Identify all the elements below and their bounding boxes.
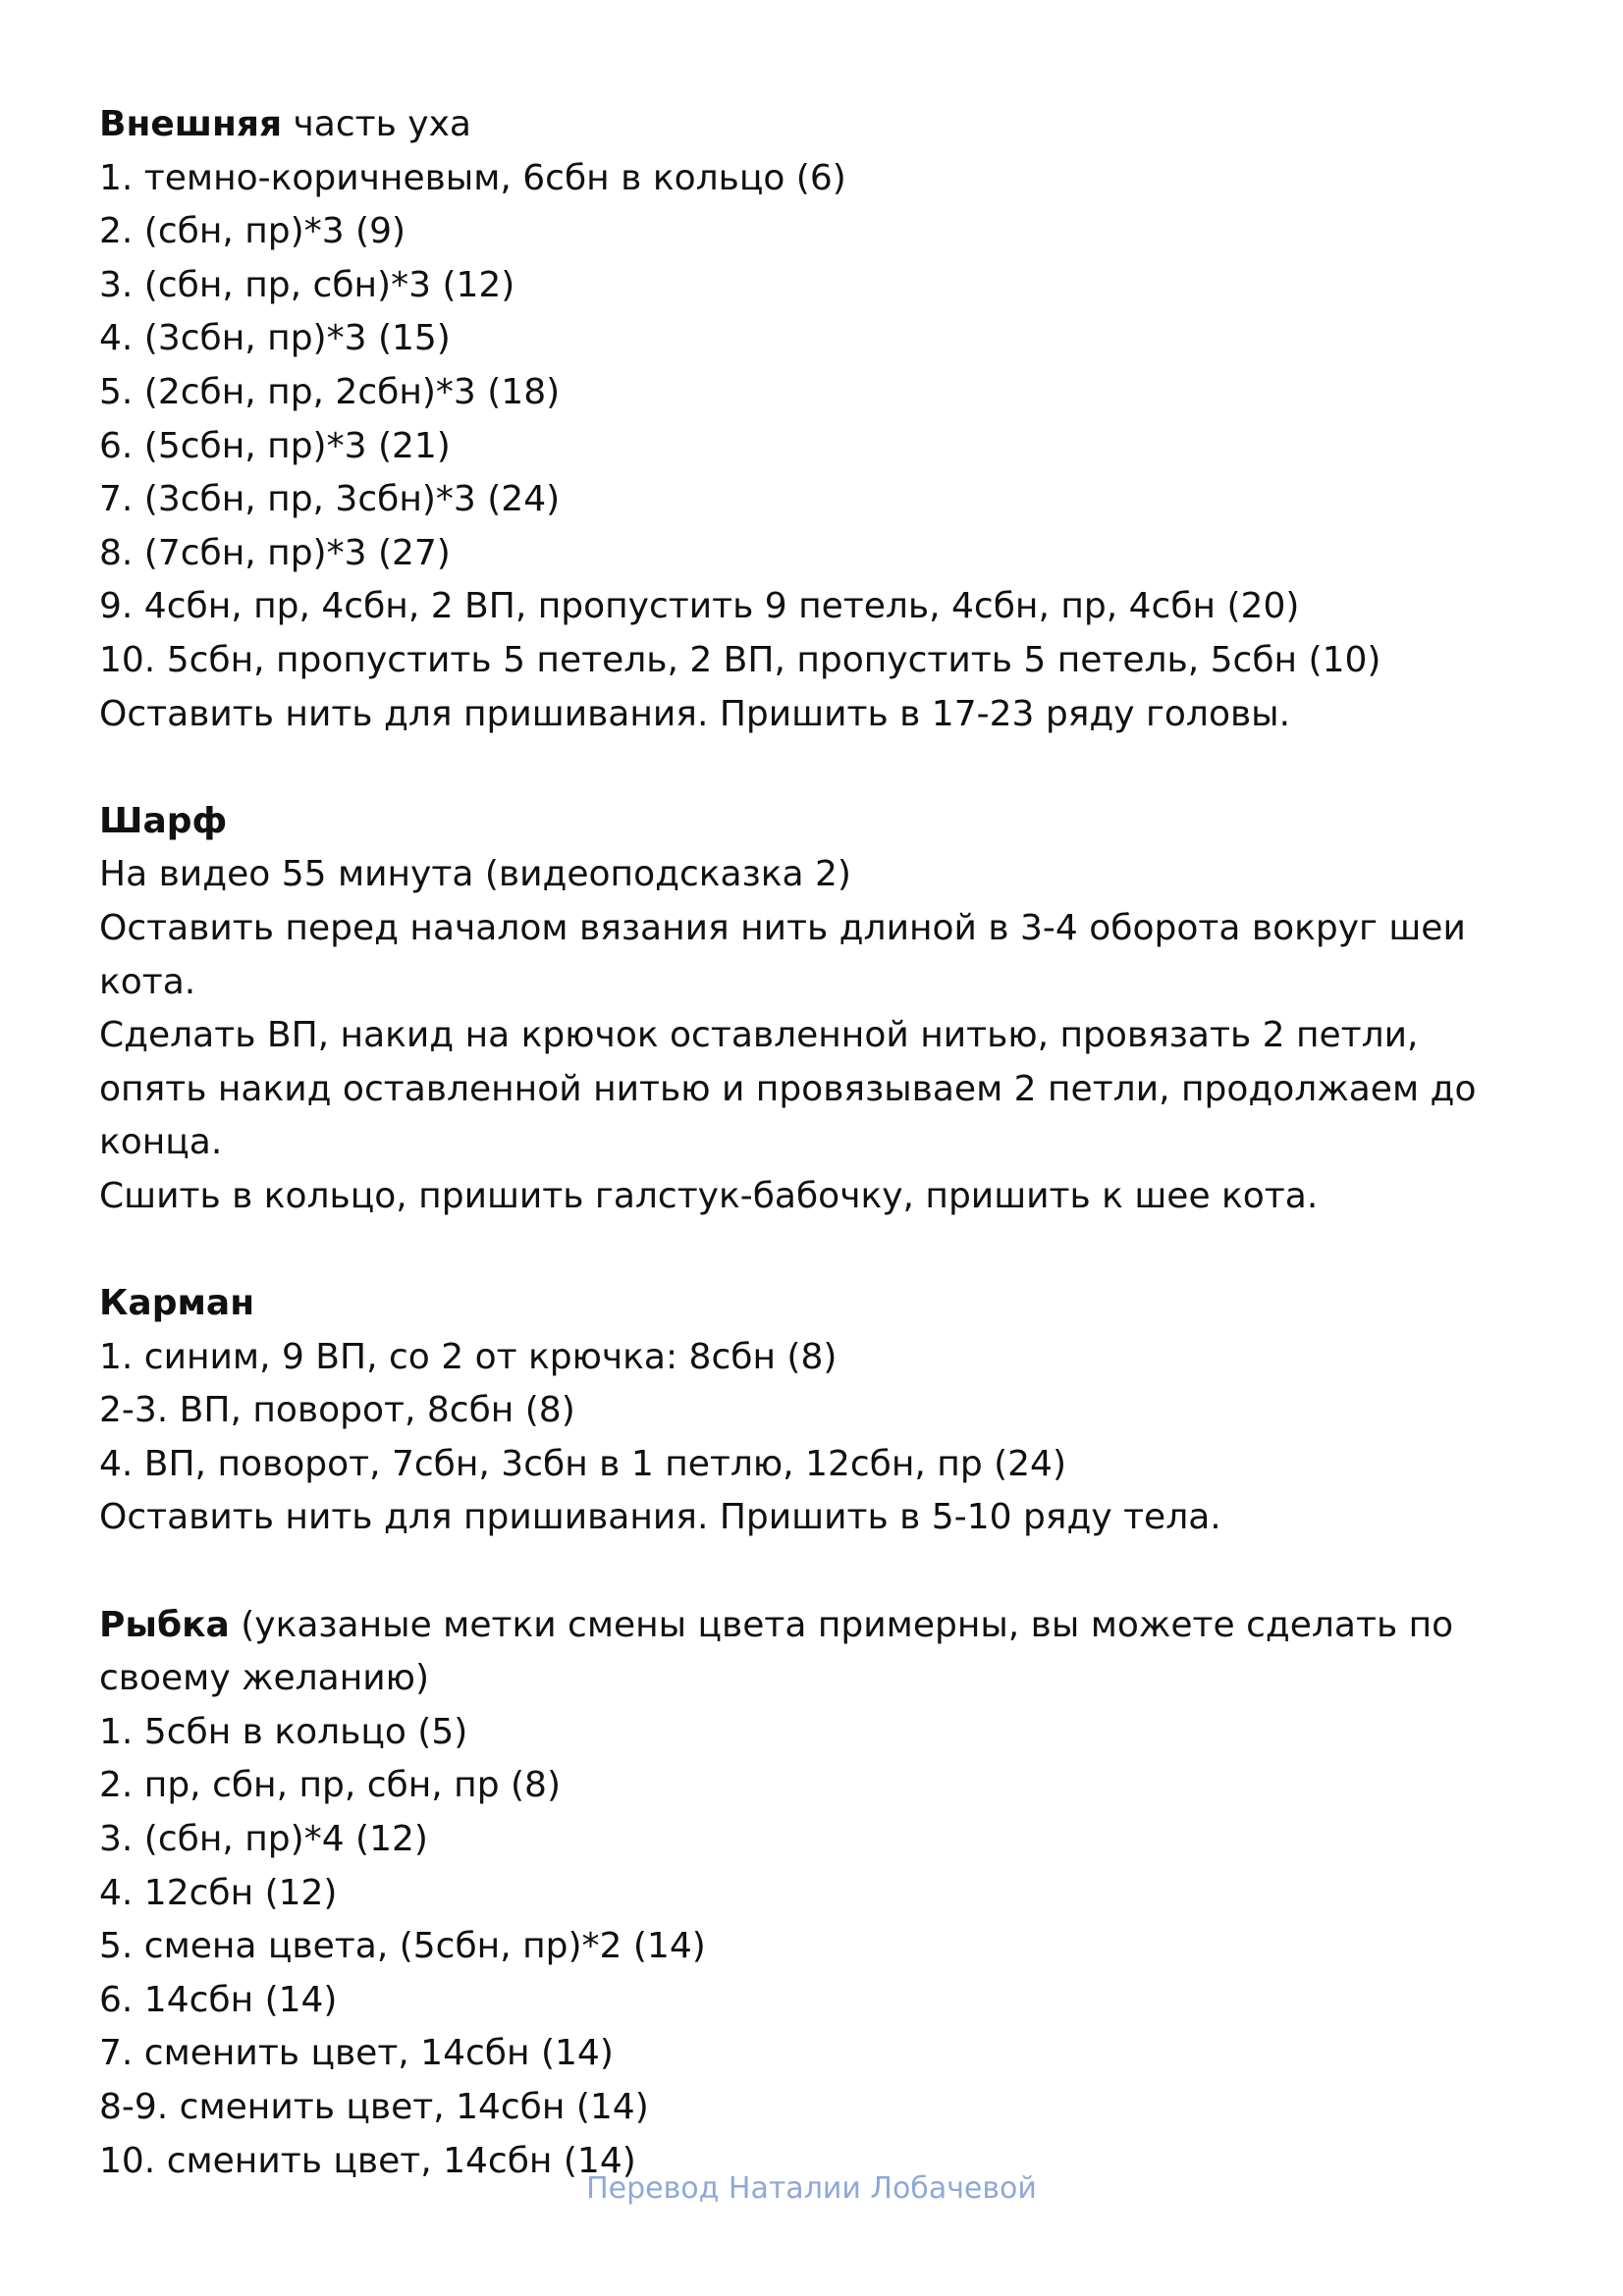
- pattern-row: 1. темно-коричневым, 6сбн в кольцо (6): [99, 157, 846, 198]
- pattern-row: 3. (сбн, пр)*4 (12): [99, 1819, 428, 1859]
- pattern-row: 9. 4сбн, пр, 4сбн, 2 ВП, пропустить 9 петель, 4сбн, пр, 4сбн (20): [99, 586, 1300, 627]
- pattern-note: Сделать ВП, накид на крючок оставленной нитью, провязать 2 петли, опять накид оставленной нитью и провязываем 2 петли, продолжаем до конца.: [99, 1015, 1477, 1163]
- pattern-row: 7. (3сбн, пр, 3сбн)*3 (24): [99, 479, 561, 520]
- pattern-note: На видео 55 минута (видеоподсказка 2): [99, 854, 851, 895]
- pattern-row: 4. ВП, поворот, 7сбн, 3сбн в 1 петлю, 12сбн, пр (24): [99, 1443, 1067, 1484]
- pattern-row: 10. 5сбн, пропустить 5 петель, 2 ВП, пропустить 5 петель, 5сбн (10): [99, 639, 1381, 680]
- pattern-row: 1. 5сбн в кольцо (5): [99, 1711, 468, 1752]
- pattern-row: 1. синим, 9 ВП, со 2 от крючка: 8сбн (8): [99, 1336, 838, 1377]
- section-title-pocket: Карман: [99, 1283, 255, 1324]
- document-body: [99, 98, 1523, 2188]
- pattern-row: 4. (3сбн, пр)*3 (15): [99, 318, 451, 359]
- section-fish: [99, 1599, 1523, 2189]
- pattern-row: 2. пр, сбн, пр, сбн, пр (8): [99, 1765, 562, 1806]
- title-bold: Рыбка: [99, 1604, 230, 1645]
- pattern-note: Оставить перед началом вязания нить длиной в 3-4 оборота вокруг шеи кота.: [99, 907, 1466, 1002]
- pattern-row: 5. (2сбн, пр, 2сбн)*3 (18): [99, 371, 561, 412]
- section-scarf: [99, 795, 1523, 1224]
- pattern-note: Оставить нить для пришивания. Пришить в 5-10 ряду тела.: [99, 1497, 1221, 1538]
- section-title-fish: [99, 1599, 1523, 1706]
- section-title-outer-ear: [99, 98, 1523, 152]
- section-gap: [99, 741, 1523, 795]
- pattern-row: 2-3. ВП, поворот, 8сбн (8): [99, 1390, 575, 1431]
- section-outer-ear: [99, 98, 1523, 741]
- title-rest: (указаные метки смены цвета примерны, вы можете сделать по своему желанию): [99, 1604, 1454, 1699]
- section-pocket: [99, 1277, 1523, 1545]
- pattern-row: 4. 12сбн (12): [99, 1872, 338, 1913]
- footer-credit: Перевод Наталии Лобачевой: [586, 2171, 1037, 2206]
- pattern-row: 6. (5сбн, пр)*3 (21): [99, 425, 451, 466]
- pattern-row: 2. (сбн, пр)*3 (9): [99, 211, 406, 252]
- pattern-row: 5. смена цвета, (5сбн, пр)*2 (14): [99, 1926, 706, 1967]
- title-rest: часть уха: [282, 104, 471, 144]
- title-bold: Внешняя: [99, 104, 283, 144]
- pattern-row: 7. сменить цвет, 14сбн (14): [99, 2033, 614, 2074]
- section-gap: [99, 1223, 1523, 1277]
- section-gap: [99, 1545, 1523, 1599]
- section-title-scarf: Шарф: [99, 800, 228, 841]
- pattern-row: 6. 14сбн (14): [99, 1979, 338, 2020]
- pattern-row: 8-9. сменить цвет, 14сбн (14): [99, 2086, 649, 2127]
- pattern-note: Оставить нить для пришивания. Пришить в 17-23 ряду головы.: [99, 693, 1291, 734]
- pattern-row: 8. (7сбн, пр)*3 (27): [99, 532, 451, 573]
- pattern-row: 3. (сбн, пр, сбн)*3 (12): [99, 264, 515, 305]
- pattern-note: Сшить в кольцо, пришить галстук-бабочку, пришить к шее кота.: [99, 1175, 1319, 1216]
- pattern-row: 10. сменить цвет, 14сбн (14): [99, 2140, 636, 2181]
